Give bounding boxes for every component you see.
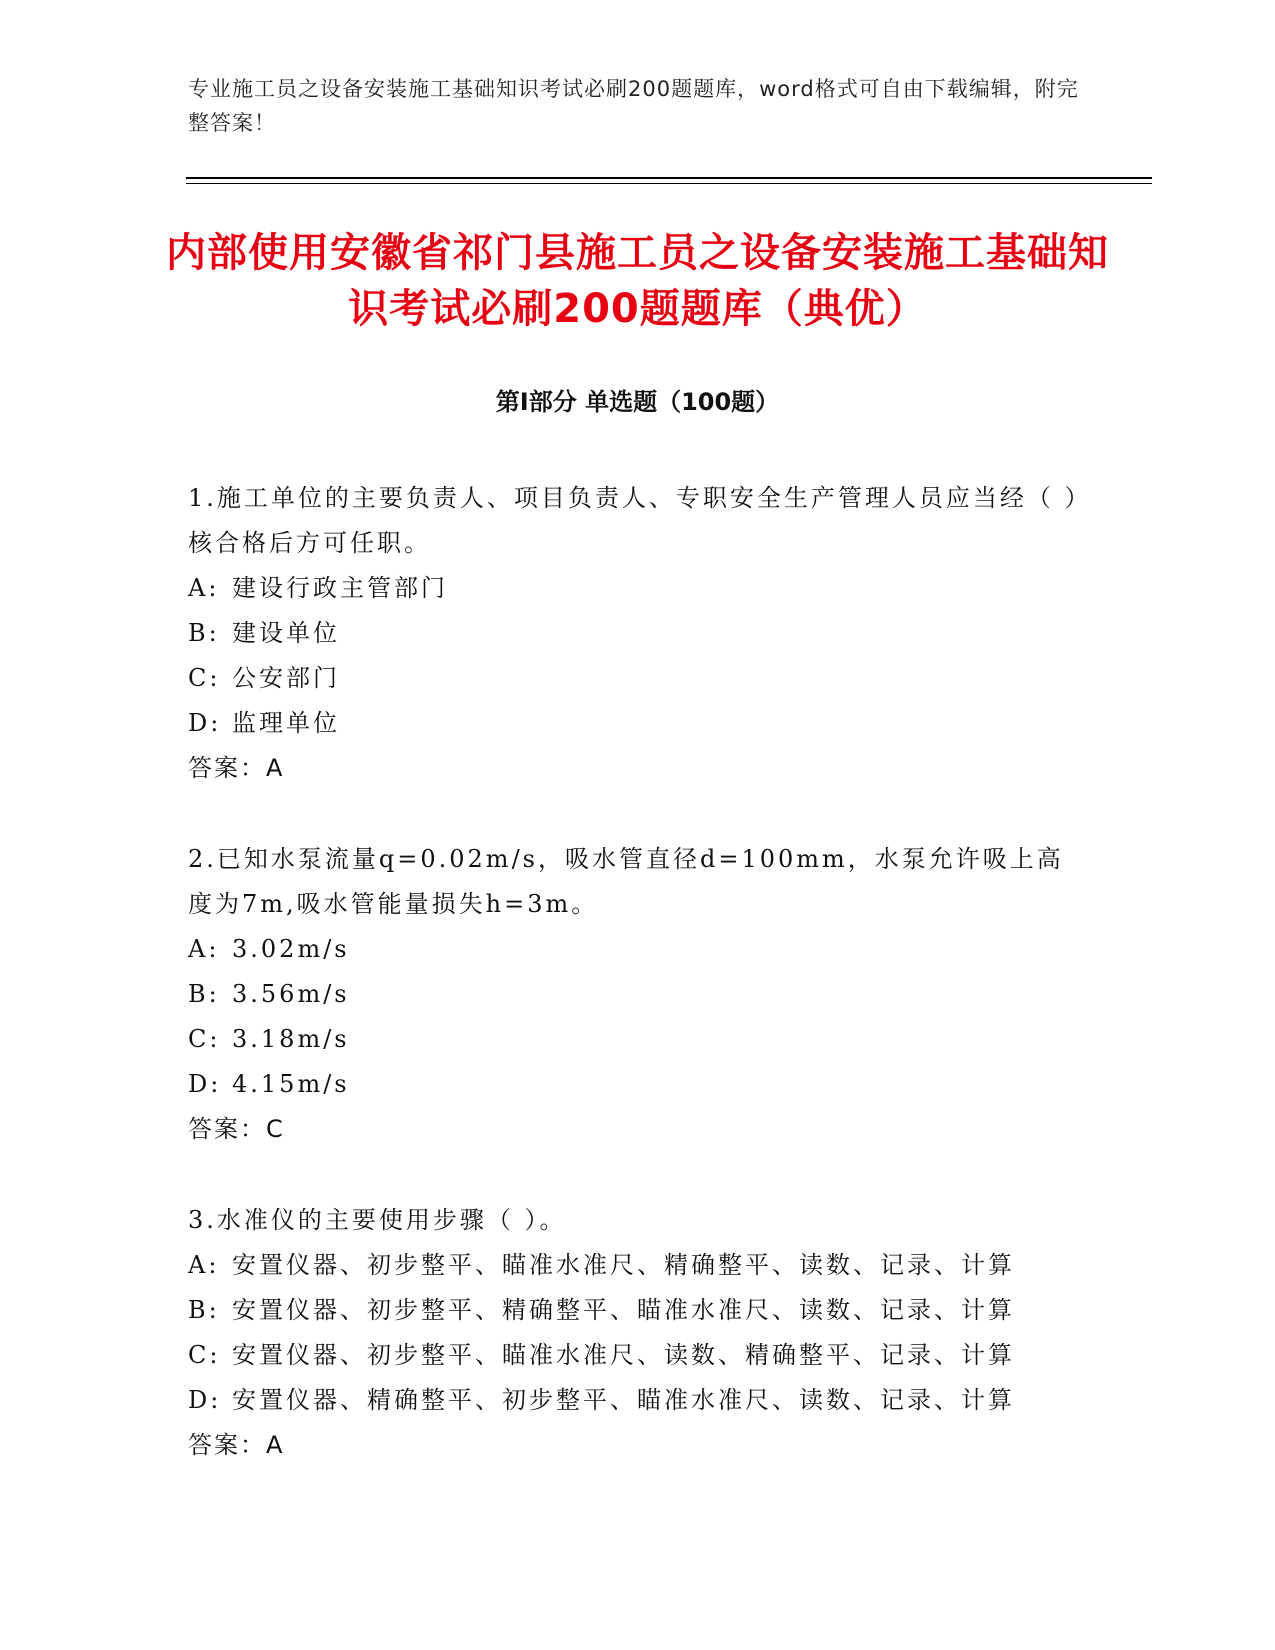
option-d xyxy=(188,1378,1088,1423)
option-text: 3.18m/s xyxy=(232,1025,350,1053)
option-text: 4.15m/s xyxy=(232,1070,350,1098)
header-divider-thick xyxy=(186,177,1152,179)
option-text: 建设单位 xyxy=(232,619,340,647)
option-d xyxy=(188,701,1088,746)
question-list xyxy=(188,476,1088,1514)
option-text: 3.56m/s xyxy=(232,980,350,1008)
option-letter: A: xyxy=(188,935,220,963)
question-stem: 2.已知水泵流量q=0.02m/s，吸水管直径d=100mm，水泵允许吸上高度为7m,吸水管能量损失h=3m。 xyxy=(188,845,1064,918)
option-b xyxy=(188,1288,1088,1333)
question-stem: 3.水准仪的主要使用步骤（ ）。 xyxy=(188,1206,567,1234)
answer-line: 答案：A xyxy=(188,754,285,782)
question-3 xyxy=(188,1198,1088,1468)
option-letter: C: xyxy=(188,664,221,692)
option-letter: D: xyxy=(188,1386,222,1414)
option-a xyxy=(188,927,1088,972)
header-divider-thin xyxy=(186,183,1152,184)
document-title: 内部使用安徽省祁门县施工员之设备安装施工基础知识考试必刷200题题库（典优） xyxy=(166,230,1109,332)
option-letter: D: xyxy=(188,709,222,737)
question-stem: 1.施工单位的主要负责人、项目负责人、专职安全生产管理人员应当经（ ）核合格后方可任职。 xyxy=(188,484,1080,557)
option-letter: B: xyxy=(188,980,220,1008)
option-b xyxy=(188,972,1088,1017)
option-a xyxy=(188,566,1088,611)
option-b xyxy=(188,611,1088,656)
option-text: 监理单位 xyxy=(232,709,340,737)
option-text: 安置仪器、精确整平、初步整平、瞄准水准尺、读数、记录、计算 xyxy=(232,1386,1015,1414)
option-c xyxy=(188,656,1088,701)
header-note: 专业施工员之设备安装施工基础知识考试必刷200题题库，word格式可自由下载编辑，附完整答案！ xyxy=(188,77,1079,135)
option-letter: A: xyxy=(188,1251,220,1279)
option-letter: C: xyxy=(188,1025,221,1053)
option-letter: B: xyxy=(188,619,220,647)
option-letter: A: xyxy=(188,574,220,602)
option-text: 3.02m/s xyxy=(232,935,350,963)
question-2 xyxy=(188,837,1088,1152)
option-text: 公安部门 xyxy=(232,664,340,692)
section-heading: 第I部分 单选题（100题） xyxy=(495,388,780,416)
option-c xyxy=(188,1333,1088,1378)
option-d xyxy=(188,1062,1088,1107)
answer-line: 答案：C xyxy=(188,1115,285,1143)
option-letter: B: xyxy=(188,1296,220,1324)
option-text: 安置仪器、初步整平、精确整平、瞄准水准尺、读数、记录、计算 xyxy=(232,1296,1015,1324)
option-text: 安置仪器、初步整平、瞄准水准尺、精确整平、读数、记录、计算 xyxy=(232,1251,1015,1279)
option-text: 建设行政主管部门 xyxy=(232,574,448,602)
answer-line: 答案：A xyxy=(188,1431,285,1459)
option-letter: C: xyxy=(188,1341,221,1369)
option-a xyxy=(188,1243,1088,1288)
option-text: 安置仪器、初步整平、瞄准水准尺、读数、精确整平、记录、计算 xyxy=(232,1341,1015,1369)
question-1 xyxy=(188,476,1088,791)
option-letter: D: xyxy=(188,1070,222,1098)
option-c xyxy=(188,1017,1088,1062)
